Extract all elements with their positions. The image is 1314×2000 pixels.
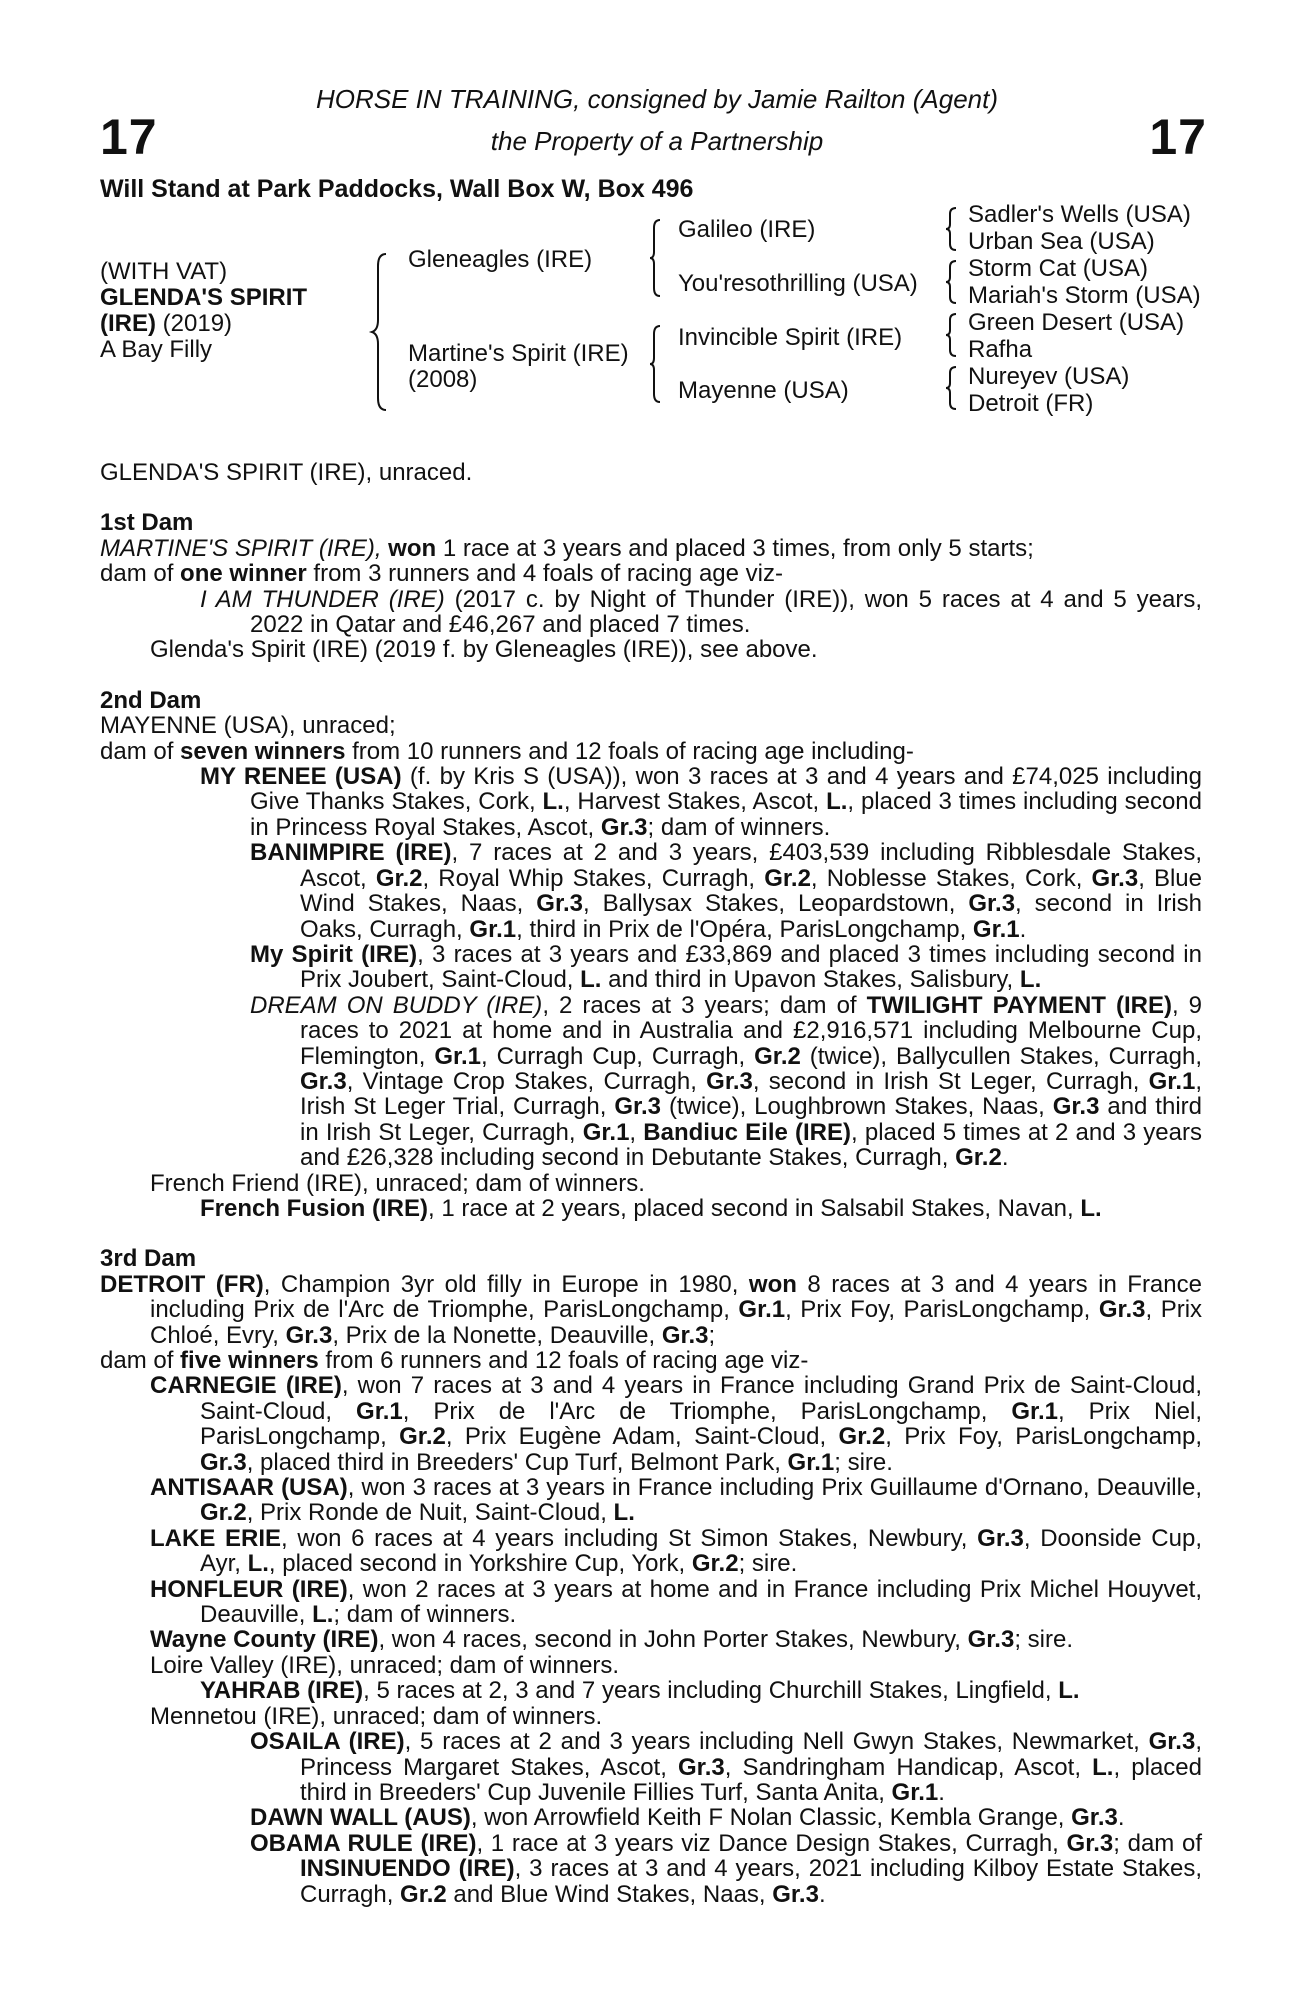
- produce-entry: French Friend (IRE), unraced; dam of winners.: [150, 1169, 645, 1197]
- grandsire-2: Storm Cat (USA): [968, 255, 1149, 282]
- horse-origin-year: [100, 310, 232, 337]
- produce-entry: Wayne County (IRE), won 4 races, second in John Porter Stakes, Newbury, Gr.3; sire.: [150, 1626, 1074, 1654]
- sire: Gleneagles (IRE): [408, 246, 593, 273]
- dam-sire: Invincible Spirit (IRE): [678, 324, 903, 351]
- produce-entry: OSAILA (IRE), 5 races at 2 and 3 years including Nell Gwyn Stakes, Newmarket, Gr.3, Princess Margaret Stakes, Ascot, Gr.3, Sandringham Handicap, Ascot, L., placed third in Breeders' Cup Juvenile Fillies Turf, Santa Anita, Gr.1.: [250, 1728, 1202, 1806]
- produce-entry: Loire Valley (IRE), unraced; dam of winners.: [150, 1651, 620, 1679]
- brace-g4: [946, 365, 960, 411]
- brace-g3: [946, 312, 960, 358]
- produce-entry: BANIMPIRE (IRE), 7 races at 2 and 3 years, £403,539 including Ribblesdale Stakes, Ascot, Gr.2, Royal Whip Stakes, Curragh, Gr.2, Noblesse Stakes, Cork, Gr.3, Blue Wind Stakes, Naas, Gr.3, Ballysax Stakes, Leopardstown, Gr.3, second in Irish Oaks, Curragh, Gr.1, third in Prix de l'Opéra, ParisLongchamp, Gr.1.: [250, 839, 1203, 943]
- brace-dam-line: [650, 324, 664, 404]
- produce-entry: CARNEGIE (IRE), won 7 races at 3 and 4 years in France including Grand Prix de Saint-Cloud, Saint-Cloud, Gr.1, Prix de l'Arc de Triomphe, ParisLongchamp, Gr.1, Prix Niel, ParisLongchamp, Gr.2, Prix Eugène Adam, Saint-Cloud, Gr.2, Prix Foy, ParisLongchamp, Gr.3, placed third in Breeders' Cup Turf, Belmont Park, Gr.1; sire.: [150, 1372, 1202, 1476]
- lot-number-left: 17: [100, 109, 158, 165]
- dam-dam: Mayenne (USA): [678, 377, 849, 404]
- brace-sire-line: [650, 218, 664, 298]
- vat-note: (WITH VAT): [100, 258, 228, 285]
- granddam-1: Urban Sea (USA): [968, 228, 1155, 255]
- granddam-3: Rafha: [968, 336, 1033, 363]
- dam-year: (2008): [408, 366, 478, 393]
- granddam-2: Mariah's Storm (USA): [968, 282, 1201, 309]
- first-dam-heading: 1st Dam: [100, 509, 194, 537]
- horse-year: (2019): [156, 310, 233, 337]
- lot-number-right: 17: [1149, 109, 1207, 165]
- brace-g1: [946, 206, 960, 252]
- grandsire-3: Green Desert (USA): [968, 309, 1185, 336]
- produce-entry: DAWN WALL (AUS), won Arrowfield Keith F Nolan Classic, Kembla Grange, Gr.3.: [250, 1804, 1125, 1832]
- produce-record: [100, 460, 1202, 1907]
- dam-name: Martine's Spirit (IRE): [408, 340, 629, 367]
- produce-entry: HONFLEUR (IRE), won 2 races at 3 years at home and in France including Prix Michel Houyvet, Deauville, L.; dam of winners.: [150, 1575, 1203, 1629]
- consignor-line: HORSE IN TRAINING, consigned by Jamie Railton (Agent): [315, 84, 999, 114]
- second-dam-produce: dam of seven winners from 10 runners and 12 foals of racing age including-: [100, 737, 914, 765]
- produce-entry: LAKE ERIE, won 6 races at 4 years including St Simon Stakes, Newbury, Gr.3, Doonside Cup, Ayr, L., placed second in Yorkshire Cup, York, Gr.2; sire.: [150, 1524, 1203, 1578]
- produce-entry: French Fusion (IRE), 1 race at 2 years, placed second in Salsabil Stakes, Navan, L.: [200, 1194, 1102, 1222]
- brace-parents: [372, 252, 392, 412]
- produce-entry: MY RENEE (USA) (f. by Kris S (USA)), won 3 races at 3 and 4 years and £74,025 including Give Thanks Stakes, Cork, L., Harvest Stakes, Ascot, L., placed 3 times including second in Princess Royal Stakes, Ascot, Gr.3; dam of winners.: [200, 763, 1203, 841]
- intro-line: GLENDA'S SPIRIT (IRE), unraced.: [100, 459, 473, 486]
- third-dam-produce: dam of five winners from 6 runners and 12 foals of racing age viz-: [100, 1347, 809, 1374]
- third-dam-heading: 3rd Dam: [100, 1245, 197, 1273]
- horse-origin: (IRE): [100, 310, 156, 337]
- sire-dam: You'resothrilling (USA): [678, 270, 918, 297]
- granddam-4: Detroit (FR): [968, 390, 1094, 417]
- grandsire-1: Sadler's Wells (USA): [968, 201, 1191, 228]
- horse-description: A Bay Filly: [100, 336, 213, 363]
- sire-sire: Galileo (IRE): [678, 216, 816, 243]
- pedigree-table: [0, 200, 1314, 425]
- produce-entry: YAHRAB (IRE), 5 races at 2, 3 and 7 years including Churchill Stakes, Lingfield, L.: [200, 1677, 1080, 1705]
- stand-location: Will Stand at Park Paddocks, Wall Box W, Box 496: [100, 175, 694, 203]
- horse-name: GLENDA'S SPIRIT: [100, 284, 308, 311]
- property-line: the Property of a Partnership: [490, 126, 824, 156]
- produce-entry: I AM THUNDER (IRE) (2017 c. by Night of Thunder (IRE)), won 5 races at 4 and 5 years, 2022 in Qatar and £46,267 and placed 7 times.: [200, 585, 1202, 639]
- produce-entry: DREAM ON BUDDY (IRE), 2 races at 3 years; dam of TWILIGHT PAYMENT (IRE), 9 races to 2021 at home and in Australia and £2,916,571 including Melbourne Cup, Flemington, Gr.1, Curragh Cup, Curragh, Gr.2 (twice), Ballycullen Stakes, Curragh, Gr.3, Vintage Crop Stakes, Curragh, Gr.3, second in Irish St Leger, Curragh, Gr.1, Irish St Leger Trial, Curragh, Gr.3 (twice), Loughbrown Stakes, Naas, Gr.3 and third in Irish St Leger, Curragh, Gr.1, Bandiuc Eile (IRE), placed 5 times at 2 and 3 years and £26,328 including second in Debutante Stakes, Curragh, Gr.2.: [250, 991, 1203, 1172]
- produce-entry: OBAMA RULE (IRE), 1 race at 3 years viz Dance Design Stakes, Curragh, Gr.3; dam of INSINUENDO (IRE), 3 races at 3 and 4 years, 2021 including Kilboy Estate Stakes, Curragh, Gr.2 and Blue Wind Stakes, Naas, Gr.3.: [250, 1829, 1202, 1908]
- produce-entry: Mennetou (IRE), unraced; dam of winners.: [150, 1702, 603, 1730]
- produce-entry: My Spirit (IRE), 3 races at 3 years and £33,869 and placed 3 times including second in Prix Joubert, Saint-Cloud, L. and third in Upavon Stakes, Salisbury, L.: [250, 940, 1202, 994]
- brace-g2: [946, 259, 960, 305]
- produce-entry: Glenda's Spirit (IRE) (2019 f. by Gleneagles (IRE)), see above.: [150, 636, 818, 664]
- produce-entry: ANTISAAR (USA), won 3 races at 3 years in France including Prix Guillaume d'Ornano, Deauville, Gr.2, Prix Ronde de Nuit, Saint-Cloud, L.: [150, 1474, 1202, 1527]
- first-dam-record: MARTINE'S SPIRIT (IRE), won 1 race at 3 years and placed 3 times, from only 5 starts;: [100, 534, 1034, 562]
- third-dam-record: DETROIT (FR), Champion 3yr old filly in Europe in 1980, won 8 races at 3 and 4 years in France including Prix de l'Arc de Triomphe, ParisLongchamp, Gr.1, Prix Foy, ParisLongchamp, Gr.3, Prix Chloé, Evry, Gr.3, Prix de la Nonette, Deauville, Gr.3;: [100, 1270, 1203, 1349]
- grandsire-4: Nureyev (USA): [968, 363, 1130, 390]
- first-dam-produce: dam of one winner from 3 runners and 4 foals of racing age viz-: [100, 560, 783, 588]
- second-dam-heading: 2nd Dam: [100, 686, 202, 714]
- second-dam-record: MAYENNE (USA), unraced;: [100, 712, 396, 740]
